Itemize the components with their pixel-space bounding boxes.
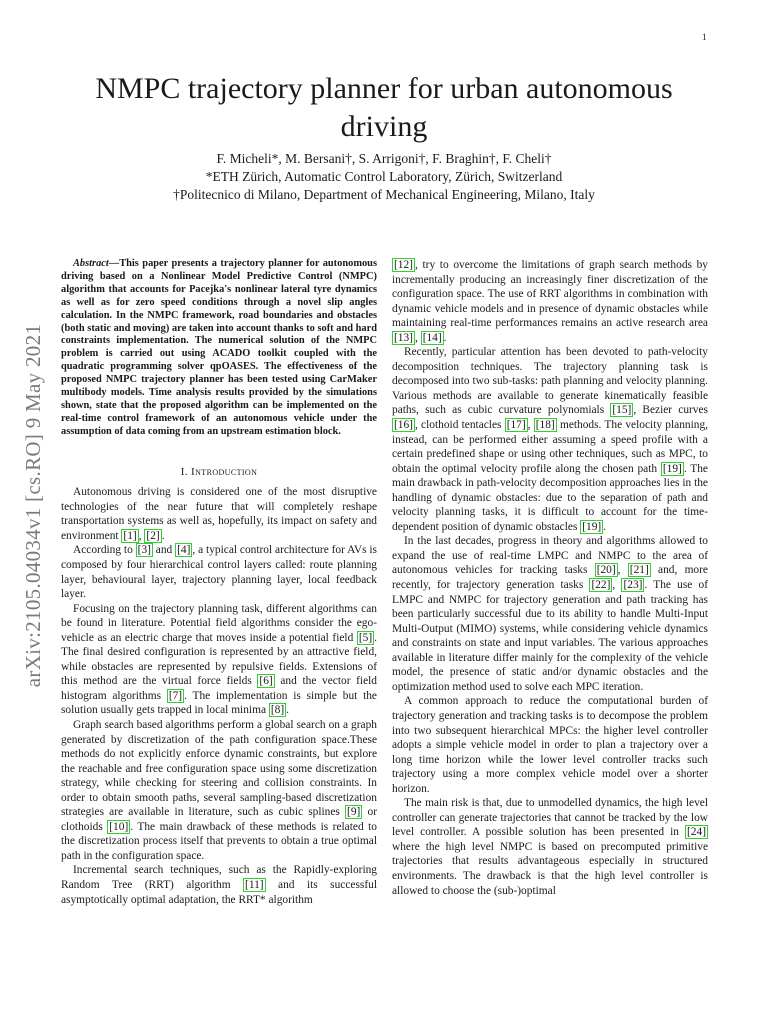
page-number: 1 xyxy=(702,32,707,42)
citation-link[interactable]: [11] xyxy=(245,879,264,891)
paragraph-text: and xyxy=(152,544,176,557)
citation-link[interactable]: [13] xyxy=(394,331,413,344)
paragraph xyxy=(392,258,708,345)
citation-link[interactable]: [14] xyxy=(422,331,442,344)
paragraph-text: where the high level NMPC is based on precomputed primitive trajectories that results advantageous especially in structured environments. The drawback is that the high level controller is allowed to choose the (sub-)optimal xyxy=(392,840,708,897)
paragraph xyxy=(61,602,377,718)
citation-link[interactable]: [22] xyxy=(591,579,611,592)
abstract xyxy=(61,258,377,439)
paragraph-text: The main risk is that, due to unmodelled dynamics, the high level controller can generate trajectories that cannot be tracked by the low level controller. A possible solution has been presented in xyxy=(392,797,708,839)
affiliation-polimi: †Politecnico di Milano, Department of Mechanical Engineering, Milano, Italy xyxy=(173,187,595,202)
paragraph-text: . xyxy=(161,529,165,542)
paragraph xyxy=(61,863,377,907)
paragraph-text: A common approach to reduce the computational burden of trajectory generation and tracking tasks is to decompose the problem into two subsequent hierarchical MPCs: the higher level controller adopts a simple vehicle model in order to plan a trajectory over a long time horizon while the lower level controller tracks such trajectory using a more complex vehicle model over a shorter horizon. xyxy=(392,695,708,795)
arxiv-stamp xyxy=(20,270,48,740)
arxiv-identifier: arXiv:2105.04034v1 [cs.RO] 9 May 2021 xyxy=(21,323,46,687)
citation-link[interactable]: [7] xyxy=(168,689,183,702)
paragraph-text: , clothoid tentacles xyxy=(414,419,505,432)
paragraph-text: , xyxy=(414,331,421,344)
paragraph-text: . xyxy=(286,704,290,717)
citation-link[interactable]: [1] xyxy=(123,529,137,542)
paragraph-text: . The main drawback in path-velocity decomposition approaches lies in the handling of dynamic obstacles: due to the separation of path and velocity planning tasks, it is difficult to account for the time-dependent position of dynamic obstacles xyxy=(392,462,708,533)
paragraph xyxy=(392,345,708,534)
paragraph-text: In the last decades, progress in theory and algorithms allowed to expand the use of real-time LMPC and NMPC to the area of autonomous vehicles for tracking tasks xyxy=(392,535,708,577)
paragraph-text: , xyxy=(612,579,622,592)
paragraph-text: . The main drawback of these methods is related to the discretization process itself that prevents to obtain a true optimal path in the configuration space. xyxy=(61,820,377,862)
paragraph-text: . The implementation is simple but the solution usually gets trapped in local minima xyxy=(61,689,377,717)
citation-link[interactable]: [4] xyxy=(177,544,191,557)
citation-link[interactable]: [6] xyxy=(259,675,273,688)
paragraph-text: , try to overcome the limitations of graph search methods by incrementally producing an increasingly finer discretization of the configuration space. The use of RRT algorithms in combination with dynamic vehicle models and in presence of dynamic obstacles while maintaining real-time performances remains an active research area xyxy=(392,259,708,330)
paragraph xyxy=(392,694,708,796)
citation-link[interactable]: [18] xyxy=(535,419,555,432)
paragraph-text: , a typical control architecture for AVs is composed by four hierarchical control layers called: route planning layer, behavioural layer, trajectory planning layer, local feedback layer. xyxy=(61,544,377,601)
paragraph-text: Graph search based algorithms perform a global search on a graph generated by discretization of the path configuration space.These methods do not explicitly enforce dynamic constraints, but explore the reachable and free configuration space using some discretization strategy, while checking for steering and collision constraints. In order to obtain smooth paths, several sampling-based discretization strategies are available in literature, such as cubic splines xyxy=(61,718,377,819)
paragraph xyxy=(61,543,377,601)
citation-link[interactable]: [8] xyxy=(270,704,285,717)
citation-link[interactable]: [19] xyxy=(582,520,602,533)
paper-title: NMPC trajectory planner for urban autonomous driving xyxy=(95,72,673,143)
paragraph-text: and, more recently, for trajectory generation tasks xyxy=(392,564,708,592)
paragraph-text: . The final desired configuration is represented by an attractive field, while obstacles are represented by repulsive fields. Extensions of this method are the virtual force fields xyxy=(61,631,377,688)
paragraph-text: . xyxy=(603,520,607,533)
author-list: F. Micheli*, M. Bersani†, S. Arrigoni†, F. Braghin†, F. Cheli† xyxy=(216,151,552,166)
paragraph-text: and its successful asymptotically optimal adaptation, the RRT* algorithm xyxy=(61,879,377,906)
right-column xyxy=(392,258,708,898)
paragraph-text: Autonomous driving is considered one of the most disruptive technologies of the near future that will completely reshape transportation systems as well as, hopefully, its impact on safety and environment xyxy=(61,486,377,542)
citation-link[interactable]: [10] xyxy=(109,820,129,833)
citation-link[interactable]: [20] xyxy=(596,564,616,577)
paragraph xyxy=(61,485,377,543)
paragraph-text: methods. The velocity planning, instead, can be performed either assuming a speed profile with a certain predefined shape or using other techniques, such as MPC, to obtain the optimal velocity profile along the chosen path xyxy=(392,419,708,475)
citation-link[interactable]: [12] xyxy=(394,259,413,271)
paragraph-text: and the vector field histogram algorithms xyxy=(61,675,378,702)
citation-link[interactable]: [15] xyxy=(612,404,632,417)
citation-link[interactable]: [5] xyxy=(358,631,373,644)
citation-link[interactable]: [17] xyxy=(506,419,526,432)
affiliation-eth: *ETH Zürich, Automatic Control Laboratory, Zürich, Switzerland xyxy=(205,169,563,184)
introduction-body-right xyxy=(392,258,708,898)
citation-link[interactable]: [9] xyxy=(347,806,361,819)
citation-link[interactable]: [16] xyxy=(394,419,413,432)
introduction-body-left xyxy=(61,485,377,907)
abstract-text: —This paper presents a trajectory planner for autonomous driving based on a Nonlinear Model Predictive Control (NMPC) algorithm that accounts for Pacejka's nonlinear lateral tyre dynamics as well as for zero speed conditions through a novel slip angles calculation. In the NMPC framework, road boundaries and obstacles (both static and moving) are taken into account thanks to soft and hard constraints implementation. The numerical solution of the NMPC problem is carried out using ACADO toolkit coupled with the quadratic programming solver qpOASES. The effectiveness of the proposed NMPC trajectory planner has been tested using CarMaker multibody models. Time analysis results provided by the simulations shown, state that the proposed algorithm can be implemented on the real-time control framework of an autonomous vehicle under the assumption of data coming from an upstream estimation block. xyxy=(61,258,377,437)
paragraph xyxy=(392,534,708,694)
paragraph xyxy=(392,796,708,898)
left-column xyxy=(61,258,377,907)
paragraph-text: or clothoids xyxy=(61,806,377,833)
paragraph xyxy=(61,718,377,863)
citation-link[interactable]: [19] xyxy=(662,462,682,475)
paragraph-text: According to xyxy=(73,544,136,557)
citation-link[interactable]: [2] xyxy=(146,529,160,542)
paragraph-text: , xyxy=(617,564,628,577)
citation-link[interactable]: [21] xyxy=(629,564,649,577)
paragraph-text: , xyxy=(527,419,534,432)
section-heading-introduction: I. Introduction xyxy=(180,465,258,478)
citation-link[interactable]: [3] xyxy=(137,544,151,557)
paragraph-text: Incremental search techniques, such as the Rapidly-exploring Random Tree (RRT) algorithm xyxy=(61,864,377,891)
citation-link[interactable]: [24] xyxy=(687,826,706,839)
abstract-label: Abstract xyxy=(73,258,109,269)
paragraph-text: Focusing on the trajectory planning task, different algorithms can be found in literature. Potential field algorithms consider the ego-vehicle as an electric charge that moves inside a potential field xyxy=(61,602,377,644)
citation-link[interactable]: [23] xyxy=(623,579,643,592)
paragraph-text: . The use of LMPC and NMPC for trajectory generation and path tracking has been particularly successful due to its ability to handle Multi-Input Multi-Output (MIMO) systems, while considering vehicle dynamics and constraints on state and input variables. The various approaches available in literature differ mainly for the complexity of the vehicle model, the presence of static and/or dynamic obstacles and the optimization method used to solve each MPC iteration. xyxy=(392,579,708,693)
paragraph-text: , Bezier curves xyxy=(633,404,708,417)
paragraph-text: . xyxy=(443,331,447,344)
paragraph-text: Recently, particular attention has been devoted to path-velocity decomposition techniques. The trajectory planning task is decomposed into two sub-tasks: path planning and velocity planning. Various methods are available to generate kinematically feasible paths, such as cubic curvature polynomials xyxy=(392,346,708,417)
paragraph-text: , xyxy=(138,529,145,542)
